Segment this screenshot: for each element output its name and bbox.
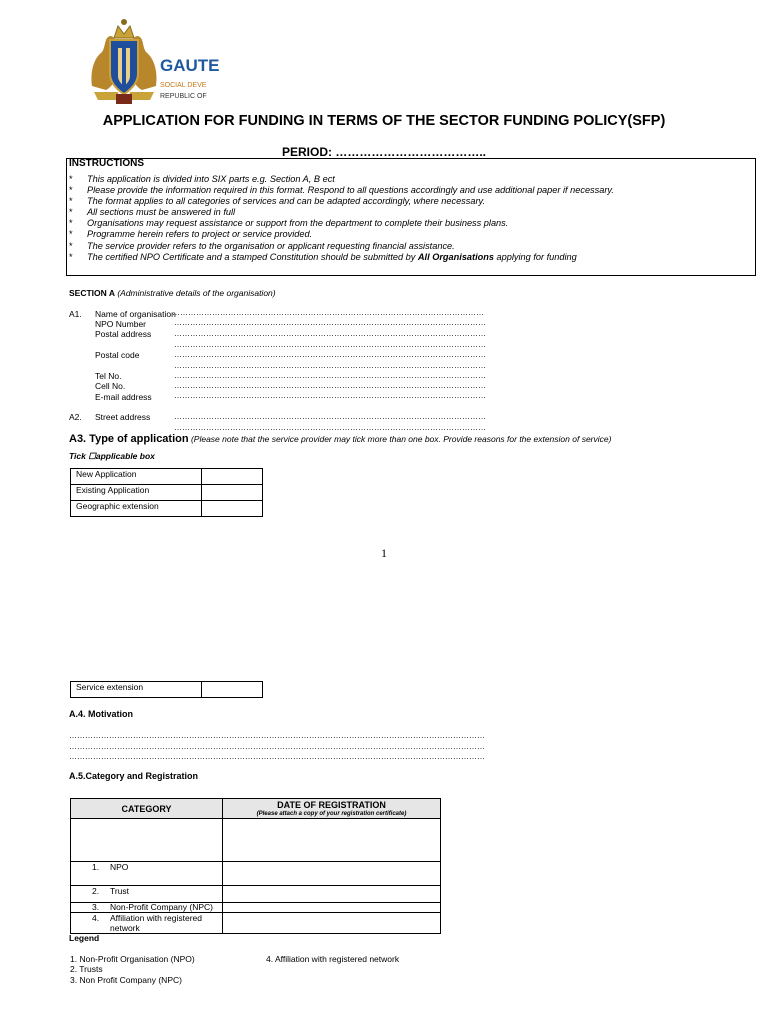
postal-code-label: Postal code bbox=[95, 350, 140, 360]
email-address-field[interactable]: ……………………………………………………………………………………………………… bbox=[174, 391, 486, 400]
logo-wordmark bbox=[158, 50, 220, 106]
geographic-extension-checkbox[interactable] bbox=[202, 501, 263, 517]
date-cell[interactable] bbox=[223, 819, 441, 862]
tel-no-label: Tel No. bbox=[95, 371, 122, 381]
date-column-header: DATE OF REGISTRATION (Please attach a copy of your registration certificate) bbox=[223, 799, 441, 819]
bullet-star: * bbox=[69, 174, 73, 184]
postal-address-label: Postal address bbox=[95, 329, 152, 339]
table-row bbox=[71, 501, 263, 517]
option-label: Existing Application bbox=[71, 485, 202, 501]
date-cell[interactable] bbox=[223, 903, 441, 913]
table-row bbox=[71, 485, 263, 501]
document-title: APPLICATION FOR FUNDING IN TERMS OF THE SECTOR FUNDING POLICY(SFP) bbox=[102, 113, 666, 129]
cell-no-field[interactable]: ……………………………………………………………………………………………………… bbox=[174, 381, 486, 390]
new-application-checkbox[interactable] bbox=[202, 469, 263, 485]
section-a-heading: SECTION A (Administrative details of the organisation) bbox=[69, 288, 276, 298]
existing-application-checkbox[interactable] bbox=[202, 485, 263, 501]
a2-label: A2. bbox=[69, 412, 82, 422]
street-address-label: Street address bbox=[95, 412, 151, 422]
bullet-star: * bbox=[69, 207, 73, 218]
table-row: 3. Non-Profit Company (NPC) bbox=[71, 903, 441, 913]
postal-code-field[interactable]: ……………………………………………………………………………………………………… bbox=[174, 350, 486, 359]
category-affiliation: Affiliation with registered bbox=[110, 913, 202, 923]
option-label: New Application bbox=[71, 469, 202, 485]
date-cell[interactable] bbox=[223, 913, 441, 934]
legend-item: 4. Affiliation with registered network bbox=[266, 954, 400, 964]
motivation-heading: A.4. Motivation bbox=[69, 709, 134, 719]
cell-no-label: Cell No. bbox=[95, 381, 126, 391]
instruction-item: * Programme herein refers to project or service provided. bbox=[69, 229, 313, 240]
category-heading: A.5.Category and Registration bbox=[69, 771, 199, 781]
date-cell[interactable] bbox=[223, 886, 441, 903]
table-row bbox=[71, 819, 441, 862]
instruction-item: * The service provider refers to the organisation or applicant requesting financial assistance. bbox=[69, 240, 455, 251]
instructions-list bbox=[69, 174, 614, 263]
category-trust: Trust bbox=[110, 886, 130, 896]
logo-text-3: REPUBLIC OF bbox=[160, 93, 207, 100]
table-row: 1. NPO bbox=[71, 862, 441, 886]
motivation-line-2[interactable]: ………………………………………………………………………………………………………………………………………… bbox=[69, 742, 485, 751]
tick-instruction: Tick ☐applicable box bbox=[69, 451, 155, 461]
page-number: 1 bbox=[381, 546, 387, 560]
bullet-star: * bbox=[69, 251, 73, 262]
instruction-item: * All sections must be answered in full bbox=[69, 207, 236, 218]
street-address-field-2[interactable]: ……………………………………………………………………………………………………… bbox=[174, 423, 486, 432]
category-registration-table bbox=[70, 798, 441, 934]
a1-label: A1. bbox=[69, 309, 82, 319]
instruction-item: * The certified NPO Certificate and a stamped Constitution should be submitted by All Organisations applying for funding bbox=[69, 251, 577, 262]
table-header-row bbox=[71, 799, 441, 819]
instruction-item: * This application is divided into SIX parts e.g. Section A, B ect bbox=[69, 174, 335, 184]
period-line: PERIOD: ……………………………….. bbox=[281, 145, 486, 159]
table-row: 4. Affiliation with registered network bbox=[71, 913, 441, 934]
motivation-line-3[interactable]: ………………………………………………………………………………………………………………………………………… bbox=[69, 752, 485, 761]
motivation-line-1[interactable]: ………………………………………………………………………………………………………………………………………… bbox=[69, 731, 485, 740]
a3-heading: A3. Type of application (Please note that the service provider may tick more than one box. Provide reasons for the extension of service) bbox=[69, 433, 612, 445]
postal-code-field-2[interactable]: ……………………………………………………………………………………………………… bbox=[174, 361, 486, 370]
legend-item: 2. Trusts bbox=[70, 964, 103, 974]
bullet-star: * bbox=[69, 229, 73, 240]
option-label: Geographic extension bbox=[71, 501, 202, 517]
category-column-header: CATEGORY bbox=[71, 799, 223, 819]
table-row: 2. Trust bbox=[71, 886, 441, 903]
category-npc: Non-Profit Company (NPC) bbox=[110, 902, 213, 912]
name-of-organisation-field[interactable]: ……………………………………………………………………………………………………… bbox=[172, 308, 484, 317]
application-type-table-continued bbox=[70, 681, 263, 698]
npo-number-label: NPO Number bbox=[95, 319, 147, 329]
instructions-title: INSTRUCTIONS bbox=[69, 158, 144, 169]
table-row bbox=[71, 469, 263, 485]
instruction-item: * Organisations may request assistance or support from the department to complete their business plans. bbox=[69, 218, 509, 229]
logo-text-1: GAUTE bbox=[160, 56, 220, 75]
street-address-field[interactable]: ……………………………………………………………………………………………………… bbox=[174, 412, 486, 421]
service-extension-checkbox[interactable] bbox=[202, 682, 263, 698]
date-cell[interactable] bbox=[223, 862, 441, 886]
instruction-item: * The format applies to all categories of services and can be adapted accordingly, where necessary. bbox=[69, 196, 485, 207]
application-type-table bbox=[70, 468, 263, 517]
name-of-organisation-label: Name of organisation bbox=[95, 309, 176, 319]
bullet-star: * bbox=[69, 218, 73, 229]
legend-title: Legend bbox=[69, 933, 100, 943]
bullet-star: * bbox=[69, 240, 73, 251]
npo-number-field[interactable]: ……………………………………………………………………………………………………… bbox=[174, 318, 486, 327]
bullet-star: * bbox=[69, 196, 73, 207]
legend-item: 1. Non-Profit Organisation (NPO) bbox=[70, 954, 195, 964]
category-npo: NPO bbox=[110, 862, 129, 872]
legend-item: 3. Non Profit Company (NPC) bbox=[70, 975, 182, 985]
instruction-item: * Please provide the information required in this format. Respond to all questions accordingly and use additional paper if necessary. bbox=[69, 185, 614, 196]
bullet-star: * bbox=[69, 185, 73, 196]
option-label: Service extension bbox=[71, 682, 202, 698]
table-row bbox=[71, 682, 263, 698]
email-address-label: E-mail address bbox=[95, 392, 152, 402]
postal-address-field[interactable]: ……………………………………………………………………………………………………… bbox=[174, 329, 486, 338]
postal-address-field-2[interactable]: ……………………………………………………………………………………………………… bbox=[174, 340, 486, 349]
logo-text-2: SOCIAL DEVE bbox=[160, 82, 207, 89]
tel-no-field[interactable]: ……………………………………………………………………………………………………… bbox=[174, 371, 486, 380]
